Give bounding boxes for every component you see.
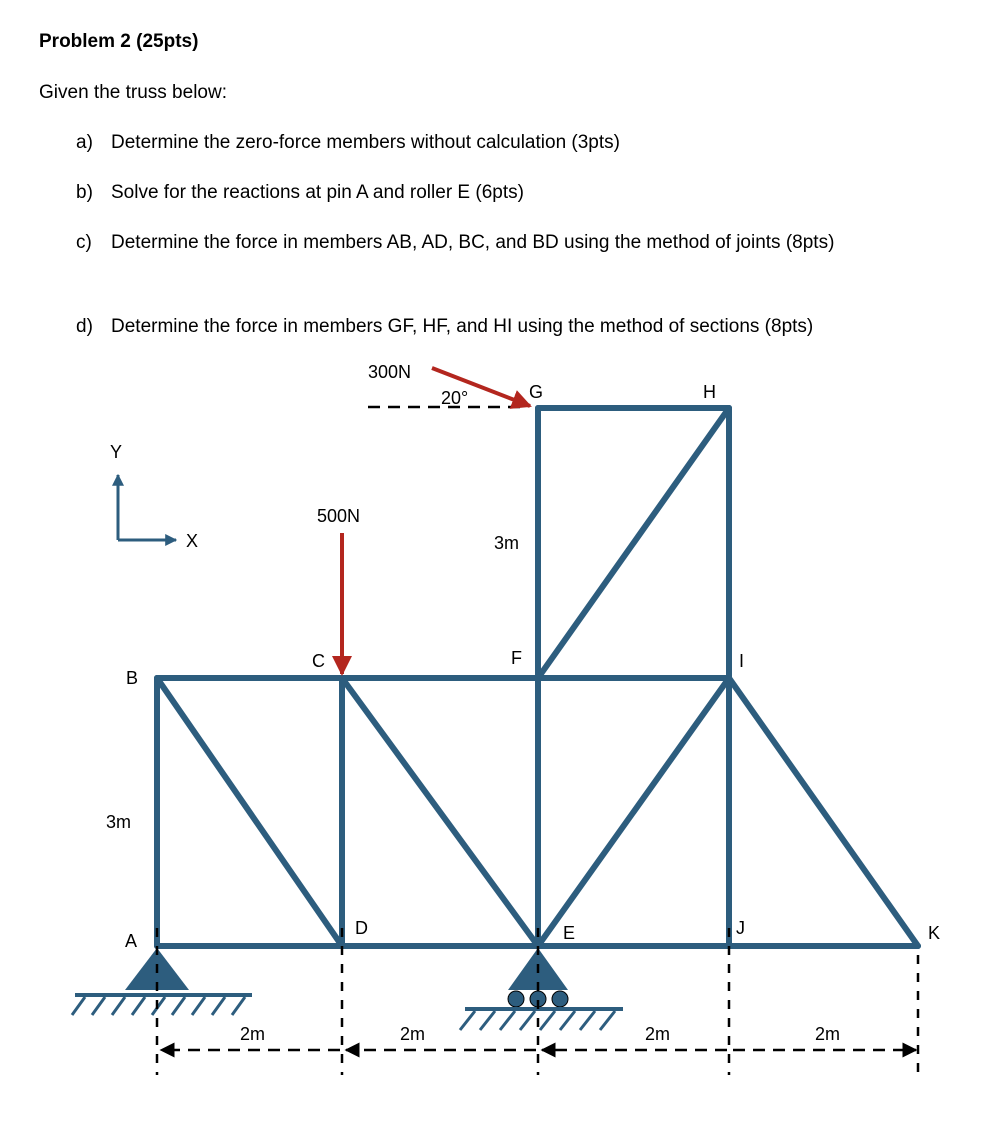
node-label-I: I (739, 651, 745, 671)
coordinate-axes (118, 475, 176, 540)
load-angle-label: 20° (441, 388, 469, 408)
dim-height-left: 3m (106, 812, 132, 832)
question-text: Determine the force in members AB, AD, BC, and BD using the method of joints (8pts) (111, 232, 835, 253)
member-FH (538, 408, 729, 678)
node-label-K: K (928, 923, 941, 943)
axis-x-label: X (186, 531, 199, 551)
question-text: Solve for the reactions at pin A and roller E (6pts) (111, 182, 524, 203)
member-BD (157, 678, 342, 946)
dim-span-2: 2m (400, 1024, 426, 1044)
question-label: c) (76, 232, 92, 253)
node-label-B: B (126, 668, 139, 688)
problem-intro: Given the truss below: (39, 82, 227, 103)
node-label-F: F (511, 648, 522, 668)
dim-span-4: 2m (815, 1024, 841, 1044)
axis-y-label: Y (110, 442, 123, 462)
node-label-E: E (563, 923, 576, 943)
pin-support-A (72, 948, 252, 1015)
question-label: a) (76, 132, 93, 153)
member-IK (729, 678, 918, 946)
question-text: Determine the force in members GF, HF, and HI using the method of sections (8pts) (111, 316, 814, 337)
member-EI (538, 678, 729, 946)
node-label-G: G (529, 382, 544, 402)
node-label-A: A (125, 931, 138, 951)
dim-span-3: 2m (645, 1024, 671, 1044)
dimension-extension-lines (157, 928, 918, 1075)
node-label-D: D (355, 918, 368, 938)
dim-height-top: 3m (494, 533, 520, 553)
question-label: b) (76, 182, 93, 203)
question-text: Determine the zero-force members without calculation (3pts) (111, 132, 620, 153)
load-500N-label: 500N (317, 506, 361, 526)
roller-support-E (460, 948, 623, 1030)
node-label-C: C (312, 651, 325, 671)
problem-title: Problem 2 (25pts) (39, 31, 199, 52)
question-label: d) (76, 316, 93, 337)
node-label-H: H (703, 382, 716, 402)
dim-span-1: 2m (240, 1024, 266, 1044)
truss-members (157, 408, 918, 946)
member-CE (342, 678, 538, 946)
node-label-J: J (736, 918, 745, 938)
load-300N-label: 300N (368, 362, 412, 382)
